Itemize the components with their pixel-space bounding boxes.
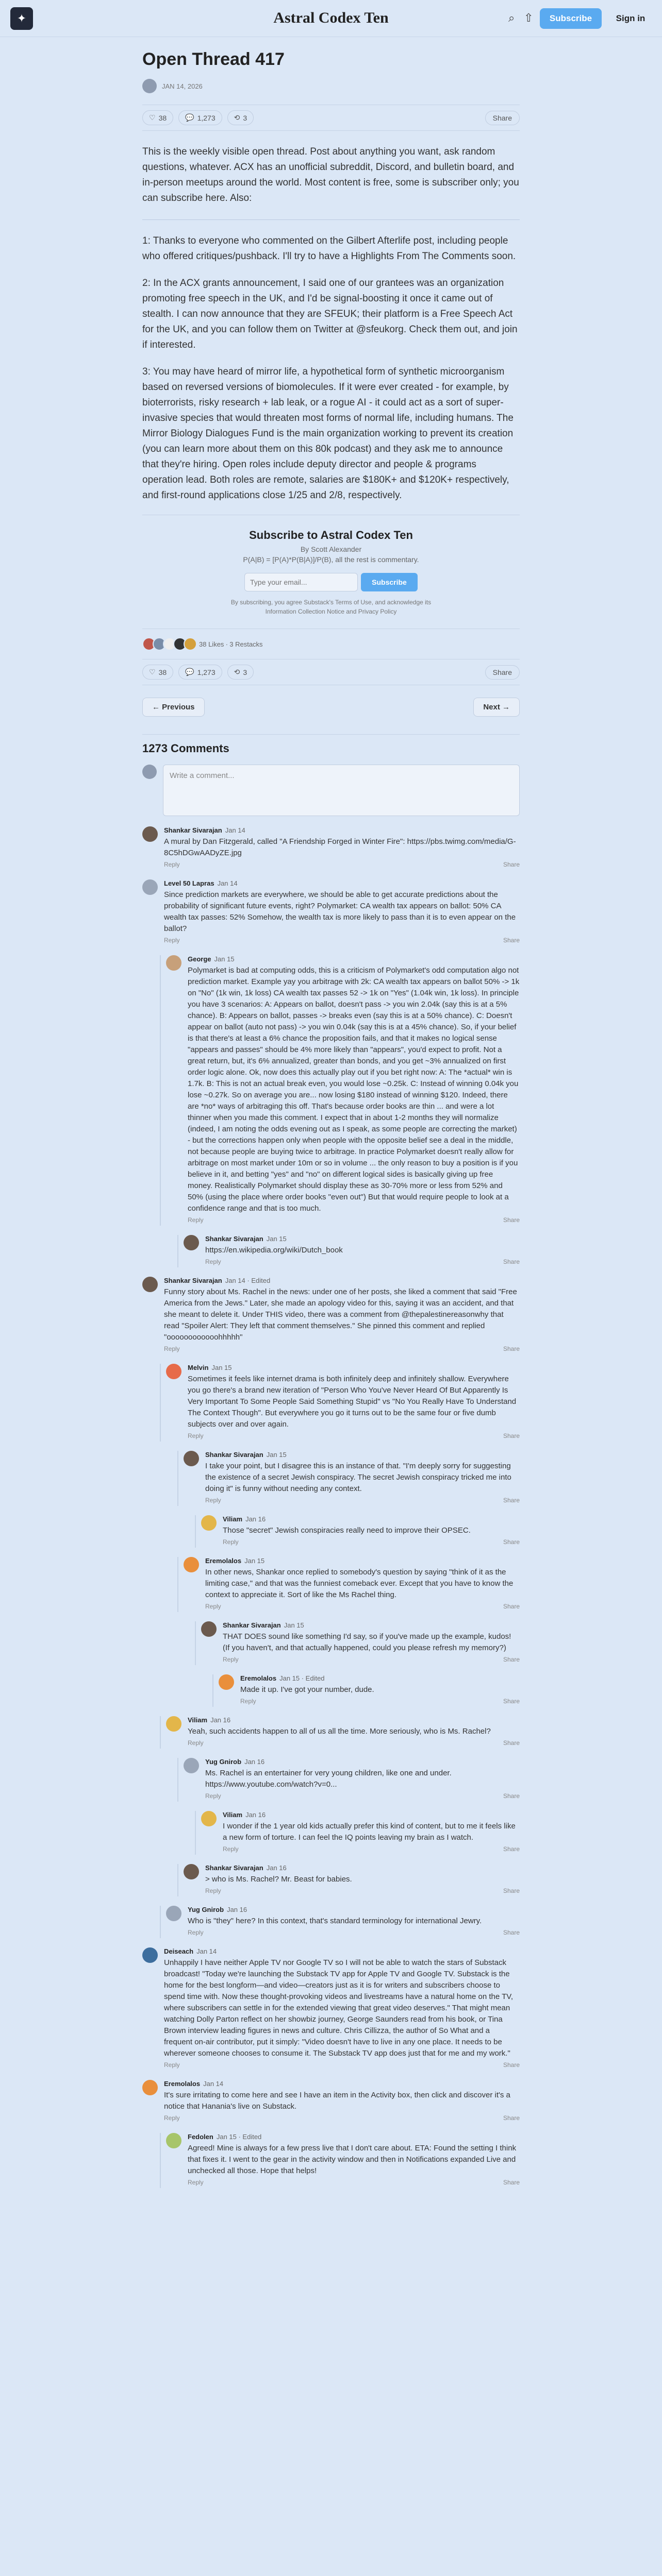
commenter-name[interactable]: Eremolalos: [205, 1557, 242, 1565]
subscribe-submit-button[interactable]: Subscribe: [361, 573, 418, 591]
comments-list: [142, 826, 520, 2188]
reply-button[interactable]: Reply: [205, 1497, 221, 1504]
comment-share-button[interactable]: Share: [503, 1739, 520, 1747]
comment-text: Since prediction markets are everywhere, we should be able to get accurate predictions about the probability of significant future events, right? Polymarket: CA wealth tax appears on ballot: 50% CA wealth tax passes: 52% Somehow, the wealth tax is more likely to pass than it is to even appear on the ballot?: [164, 890, 516, 933]
user-avatar: [142, 765, 157, 779]
comment-time[interactable]: Jan 15: [244, 1557, 265, 1565]
commenter-name[interactable]: Shankar Sivarajan: [205, 1451, 263, 1459]
reply-button[interactable]: Reply: [205, 1603, 221, 1610]
comment-text: Agreed! Mine is always for a few press live that I don't care about. ETA: Found the setting I think that fixes it. I went to the gear in the activity window and then in Notifications expanded Live and unchecked all those. Hope that helps!: [188, 2144, 517, 2175]
comment: [177, 1235, 520, 1267]
post-date: JAN 14, 2026: [162, 82, 203, 90]
comment-time[interactable]: Jan 14: [196, 1947, 217, 1955]
comment-share-button[interactable]: Share: [503, 1929, 520, 1936]
search-icon[interactable]: ⌕: [508, 11, 515, 24]
reply-button[interactable]: Reply: [164, 2114, 180, 2122]
commenter-name[interactable]: Eremolalos: [240, 1674, 277, 1682]
comment-share-button[interactable]: Share: [503, 1497, 520, 1504]
comment-time[interactable]: Jan 16: [244, 1758, 265, 1766]
comment-time[interactable]: Jan 16: [210, 1716, 231, 1724]
comment-share-button[interactable]: Share: [503, 1345, 520, 1352]
commenter-avatar[interactable]: [219, 1674, 234, 1690]
comment-share-button[interactable]: Share: [503, 1887, 520, 1894]
commenter-name[interactable]: Viliam: [223, 1515, 243, 1523]
sign-in-link[interactable]: Sign in: [616, 13, 646, 23]
comment-share-button[interactable]: Share: [503, 861, 520, 868]
comment-text: It's sure irritating to come here and see I have an item in the Activity box, then click and discover it's a notice that Hanania's live on Substack.: [164, 2091, 510, 2111]
share-icon[interactable]: ⇧: [524, 11, 534, 24]
post-action-bar: [142, 105, 520, 131]
comment-time[interactable]: Jan 16: [227, 1906, 247, 1913]
comment-text: Who is "they" here? In this context, that's standard terminology for international Jewry.: [188, 1917, 482, 1925]
comments-heading: 1273 Comments: [142, 734, 520, 755]
comment-text: Unhappily I have neither Apple TV nor Google TV so I will not be able to watch the stars of Substack broadcast! "Today we're launching the Substack TV app for Apple TV and Google TV. Substack is the home for the best longform—and video—creators just as it is for writers and subscribers choose to spend time with. Now these thought-provoking videos and livestreams have a natural home on the TV, where subscribers can settle in for the extended viewing that great video deserves." That might mean watching Dolly Parton reflect on her showbiz journey, George Saunders read from his book, or Tina Brown interview leading figures in news and culture. Chris Cillizza, the author of So What and a frequent on-air contributor, put it simply: "Video doesn't have to live in any one place. It needs to be wherever someone chooses to consume it. The Substack TV app does just that for me and my work.": [164, 1958, 514, 2058]
commenter-avatar[interactable]: [166, 1716, 181, 1732]
comment: [177, 1451, 520, 1506]
comment-time[interactable]: Jan 15 · Edited: [279, 1674, 325, 1682]
comment: [212, 1674, 520, 1707]
publication-name[interactable]: Astral Codex Ten: [273, 9, 389, 26]
comment-text: Made it up. I've got your number, dude.: [240, 1685, 374, 1694]
commenter-name[interactable]: Shankar Sivarajan: [205, 1864, 263, 1872]
comment-share-button[interactable]: Share: [503, 1792, 520, 1800]
comment-share-button[interactable]: Share: [503, 1698, 520, 1705]
commenter-name[interactable]: Melvin: [188, 1364, 209, 1371]
commenter-avatar[interactable]: [184, 1557, 199, 1572]
comment-text: Polymarket is bad at computing odds, this is a criticism of Polymarket's odd computation algo not prediction market. Example yay you arbitrage with 2k: CA wealth tax appears on ballot 50% -> 1k on "No" (1k win, 1k loss) CA wealth tax passes 52 -> 1k on "Yes" (1.04k win, 1k loss). In principle you have 3 scenarios: A: Appears on ballot, doesn't pass -> you win 2.04k (say this is at a 5% chance). B: Appears on ballot, passes -> breaks even (say this is at a 50% chance). C: Doesn't appear on ballot (auto not pass) -> you win 0.04k (say this is at a 45% chance). So, if your belief is that there's at least a 6% chance the proposition fails, and that it makes no logical sense "appears and passes" should be 4% more likely than "appears", you'd expect to profit. Not a great return, but, it's 6% annualized, greater than bonds, and you get ~3% annualized on first order logic alone. Ok, now does this actually play out if you bet right now: A: The *actual* win is 1.7k. B: This is not an actual break even, you would lose ~0.25k. C: Instead of winning 0.04k you lose ~0.27k. So on average you are... now losing $180 instead of winning $120. Indeed, there are *no* ways of arbitraging this off. That's because order books are thin ... and were a lot thinner when you made this comment. I expect that in about 1-2 months they will normalize (indeed, I am noting the odds evening out as I speak, as some people are correcting the market) - but the corrections happen only when people with the opposite belief see a deal in the middle, not because people are buying twice to arbitrage. In practice Polymarket doesn't really allow for arbitrage on most market under 10m or so in volume ... the only reason to buy a position is if you believe in it, and betting "yes" and "no" on different logical sides is basically giving up free money. Realistically Polymarket should display these as 30-70% more or less from 52% and 50% (using the place where order books "even out") But that would require people to look at a confidence range and that is too much.: [188, 966, 520, 1213]
comment-text: THAT DOES sound like something I'd say, so if you've made up the example, kudos! (If you haven't, and that actually happened, could you please refresh my memory?): [223, 1632, 511, 1652]
intro-paragraph: This is the weekly visible open thread. Post about anything you want, ask random questions, whatever. ACX has an unofficial subreddit, Discord, and bulletin board, and in-person meetups around the world. Most content is free, some is subscriber only; you can subscribe here. Also:: [142, 146, 519, 204]
post-navigation: [142, 698, 520, 717]
commenter-name[interactable]: Yug Gnirob: [188, 1906, 224, 1913]
commenter-avatar[interactable]: [142, 1947, 158, 1963]
commenter-name[interactable]: Fedolen: [188, 2133, 213, 2141]
commenter-avatar[interactable]: [201, 1621, 217, 1637]
comment-text: Funny story about Ms. Rachel in the news: under one of her posts, she liked a comment that said "Free America from the Jews." Later, she made an apology video for this, saying it was an accident, and that she meant to delete it. Under THIS video, there was a comment from @thepalestinereasonwhy that read "Spoiler Alert: They left that comment themselves." She pinned this comment and replied "oooooooooooohhhhh": [164, 1287, 517, 1342]
comment-share-button[interactable]: Share: [503, 1845, 520, 1853]
commenter-avatar[interactable]: [166, 2133, 181, 2148]
likers-row: [142, 629, 520, 659]
commenter-avatar[interactable]: [201, 1811, 217, 1826]
like-button[interactable]: ♡ 38: [142, 110, 173, 125]
comment: [142, 1277, 520, 1354]
comment: [195, 1811, 520, 1855]
comment-time[interactable]: Jan 15: [211, 1364, 232, 1371]
comment-text: Yeah, such accidents happen to all of us all the time. More seriously, who is Ms. Rachel?: [188, 1727, 491, 1736]
commenter-avatar[interactable]: [184, 1864, 199, 1879]
comment-time[interactable]: Jan 15: [266, 1235, 287, 1243]
comment-share-button[interactable]: Share: [503, 1432, 520, 1439]
comment-icon: 💬: [185, 668, 194, 676]
comment: [195, 1515, 520, 1548]
reply-button[interactable]: Reply: [164, 2061, 180, 2069]
commenter-avatar[interactable]: [142, 879, 158, 895]
comment-share-button[interactable]: Share: [503, 2061, 520, 2069]
reply-button[interactable]: Reply: [240, 1698, 256, 1705]
comment-text: In other news, Shankar once replied to somebody's question by saying "think of it as the limiting case," and that was the funniest comeback ever. Except that you have to know the context to appreciate it. Sort of like the Ms Rachel thing.: [205, 1568, 514, 1599]
divider: [142, 219, 520, 220]
comment: [177, 1557, 520, 1612]
reply-button[interactable]: Reply: [188, 1929, 204, 1936]
heart-icon: ♡: [149, 668, 156, 676]
comment-share-button[interactable]: Share: [503, 2114, 520, 2122]
reply-button[interactable]: Reply: [164, 1345, 180, 1352]
comment: [160, 2133, 520, 2188]
commenter-avatar[interactable]: [201, 1515, 217, 1531]
comment: [195, 1621, 520, 1665]
subscribe-title: Subscribe to Astral Codex Ten: [249, 529, 413, 541]
comment-share-button[interactable]: Share: [503, 1258, 520, 1265]
comment-time[interactable]: Jan 14 · Edited: [225, 1277, 271, 1284]
restack-button[interactable]: ⟲ 3: [227, 110, 254, 125]
commenter-name[interactable]: Yug Gnirob: [205, 1758, 242, 1766]
comment: [160, 1716, 520, 1749]
comments-button-bottom[interactable]: 💬 1,273: [178, 665, 222, 680]
comment-share-button[interactable]: Share: [503, 2179, 520, 2186]
comment-share-button[interactable]: Share: [503, 1656, 520, 1663]
commenter-avatar[interactable]: [166, 955, 181, 971]
reply-button[interactable]: Reply: [164, 861, 180, 868]
commenter-name[interactable]: Shankar Sivarajan: [164, 1277, 222, 1284]
commenter-name[interactable]: Level 50 Lapras: [164, 879, 214, 887]
comment-share-button[interactable]: Share: [503, 1603, 520, 1610]
restack-icon: ⟲: [234, 668, 240, 676]
comment-time[interactable]: Jan 14: [225, 826, 245, 834]
comment-composer: [142, 765, 520, 816]
commenter-name[interactable]: Shankar Sivarajan: [223, 1621, 281, 1629]
post-body: [142, 144, 520, 503]
comment-time[interactable]: Jan 16: [245, 1515, 266, 1523]
commenter-name[interactable]: Shankar Sivarajan: [164, 826, 222, 834]
comment: [177, 1758, 520, 1802]
email-field[interactable]: [244, 573, 358, 591]
share-button-bottom[interactable]: Share: [485, 665, 520, 680]
comment-input[interactable]: Write a comment...: [163, 765, 520, 816]
reply-button[interactable]: Reply: [205, 1792, 221, 1800]
likes-count[interactable]: 38 Likes ∙ 3 Restacks: [199, 640, 263, 648]
comment-text: https://en.wikipedia.org/wiki/Dutch_book: [205, 1246, 343, 1255]
restack-icon: ⟲: [234, 113, 240, 122]
next-post-button[interactable]: Next →: [473, 698, 520, 717]
comment-icon: 💬: [185, 113, 194, 122]
comment-time[interactable]: Jan 15: [266, 1451, 287, 1459]
comment-text: > who is Ms. Rachel? Mr. Beast for babies.: [205, 1875, 352, 1884]
post-action-bar-bottom: [142, 659, 520, 685]
subscribe-legal: By subscribing, you agree Substack's Terms of Use, and acknowledge its Information Collection Notice and Privacy Policy: [230, 599, 432, 615]
reply-button[interactable]: Reply: [205, 1258, 221, 1265]
heart-icon: ♡: [149, 113, 156, 122]
commenter-avatar[interactable]: [142, 1277, 158, 1292]
reply-button[interactable]: Reply: [223, 1656, 239, 1663]
commenter-avatar[interactable]: [184, 1451, 199, 1466]
comment-time[interactable]: Jan 15: [214, 955, 235, 963]
item-1: 1: Thanks to everyone who commented on the Gilbert Afterlife post, including people who offered critiques/pushback. I'll try to have a Highlights From The Comments soon.: [142, 235, 516, 262]
item-3: 3: You may have heard of mirror life, a hypothetical form of synthetic microorganism based on reversed versions of biomolecules. If it were ever created - for example, by bioterrorists, risky research + lab leak, or a rogue AI - it could act as a sort of super-invasive species that would threaten most forms of normal life, including humans. The Mirror Biology Dialogues Fund is the main organization working to prevent its creation (you can learn more about them on this 80k podcast) and they ask me to announce that they're hiring. Open roles include deputy director and people & programs operation lead. Both roles are remote, salaries are $180K+ and $120K+ respectively, and first-round applications close 1/25 and 2/8, respectively.: [142, 366, 514, 501]
subscribe-button[interactable]: Subscribe: [540, 8, 602, 29]
commenter-avatar[interactable]: [184, 1235, 199, 1250]
reply-button[interactable]: Reply: [188, 1216, 204, 1224]
commenter-name[interactable]: Shankar Sivarajan: [205, 1235, 263, 1243]
commenter-name[interactable]: Viliam: [188, 1716, 208, 1724]
post-column: [142, 49, 520, 2188]
comment: [142, 1947, 520, 2071]
reply-button[interactable]: Reply: [188, 1739, 204, 1747]
publication-logo[interactable]: ✦: [10, 7, 33, 30]
comment-time[interactable]: Jan 15: [284, 1621, 304, 1629]
restack-button-bottom[interactable]: ⟲ 3: [227, 665, 254, 680]
comment-share-button[interactable]: Share: [503, 1216, 520, 1224]
reply-button[interactable]: Reply: [164, 937, 180, 944]
comment: [142, 826, 520, 870]
post-title: Open Thread 417: [142, 49, 285, 69]
comment-time[interactable]: Jan 16: [266, 1864, 287, 1872]
commenter-name[interactable]: George: [188, 955, 211, 963]
comment: [160, 1364, 520, 1442]
commenter-avatar[interactable]: [142, 2080, 158, 2095]
comment-text: A mural by Dan Fitzgerald, called "A Friendship Forged in Winter Fire": https://pbs.twimg.com/media/G-8C5hDGwAADyZE.jpg: [164, 837, 516, 857]
comment: [160, 1906, 520, 1938]
like-button-bottom[interactable]: ♡ 38: [142, 665, 173, 680]
comment-text: Sometimes it feels like internet drama is both infinitely deep and infinitely shallow. Everywhere you go there's a brand new iteration of "Person Who You've Never Heard Of But Apparently Is Very Important To Some People Said Something Stupid" vs "No You Really Have To Understand The Context Though". But everywhere you go it turns out to be the same four or five dumb subjects over and over again.: [188, 1375, 517, 1429]
reply-button[interactable]: Reply: [223, 1845, 239, 1853]
item-2: 2: In the ACX grants announcement, I said one of our grantees was an organization promoting free speech in the UK, and I'd be signal-boosting it once it came out of stealth. I can now announce that they are SFEUK; their platform is a Free Speech Act for the UK, and you can follow them on Twitter at @sfeukorg. Check them out, and join if interested.: [142, 278, 518, 350]
comment-text: I take your point, but I disagree this is an instance of that. "I'm deeply sorry for suggesting the existence of a secret Jewish conspiracy. The secret Jewish conspiracy tricked me into doing it" is funny without needing any context.: [205, 1462, 511, 1493]
subscribe-tagline: P(A|B) = [P(A)*P(B|A)]/P(B), all the rest is commentary.: [243, 555, 419, 564]
comment-time[interactable]: Jan 14: [217, 879, 238, 887]
comment: [160, 955, 520, 1226]
comment-time[interactable]: Jan 15 · Edited: [216, 2133, 262, 2141]
comment: [142, 879, 520, 946]
reply-button[interactable]: Reply: [188, 1432, 204, 1439]
comment: [177, 1864, 520, 1896]
share-button[interactable]: Share: [485, 111, 520, 125]
comment-time[interactable]: Jan 16: [245, 1811, 266, 1819]
reply-button[interactable]: Reply: [188, 2179, 204, 2186]
commenter-avatar[interactable]: [142, 826, 158, 842]
previous-post-button[interactable]: ← Previous: [142, 698, 205, 717]
comment-text: Ms. Rachel is an entertainer for very young children, like one and under. https://www.youtube.com/watch?v=0...: [205, 1769, 452, 1789]
comment: [142, 2080, 520, 2124]
commenter-name[interactable]: Viliam: [223, 1811, 243, 1819]
comment-text: I wonder if the 1 year old kids actually prefer this kind of content, but to me it feels like a new form of torture. I can feel the IQ points leaving my brain as I watch.: [223, 1822, 516, 1842]
comment-share-button[interactable]: Share: [503, 937, 520, 944]
comment-text: Those "secret" Jewish conspiracies really need to improve their OPSEC.: [223, 1526, 471, 1535]
commenter-avatar[interactable]: [184, 1758, 199, 1773]
comment-time[interactable]: Jan 14: [203, 2080, 224, 2088]
top-bar: [0, 0, 662, 37]
commenter-avatar[interactable]: [166, 1364, 181, 1379]
subscribe-author: By Scott Alexander: [300, 545, 362, 553]
commenter-name[interactable]: Deiseach: [164, 1947, 194, 1955]
byline: [142, 79, 520, 93]
commenter-name[interactable]: Eremolalos: [164, 2080, 201, 2088]
subscribe-widget: [142, 515, 520, 629]
comments-button[interactable]: 💬 1,273: [178, 110, 222, 125]
liker-avatars[interactable]: [142, 637, 194, 651]
reply-button[interactable]: Reply: [223, 1538, 239, 1546]
comment-share-button[interactable]: Share: [503, 1538, 520, 1546]
commenter-avatar[interactable]: [166, 1906, 181, 1921]
reply-button[interactable]: Reply: [205, 1887, 221, 1894]
author-avatar[interactable]: [142, 79, 157, 93]
